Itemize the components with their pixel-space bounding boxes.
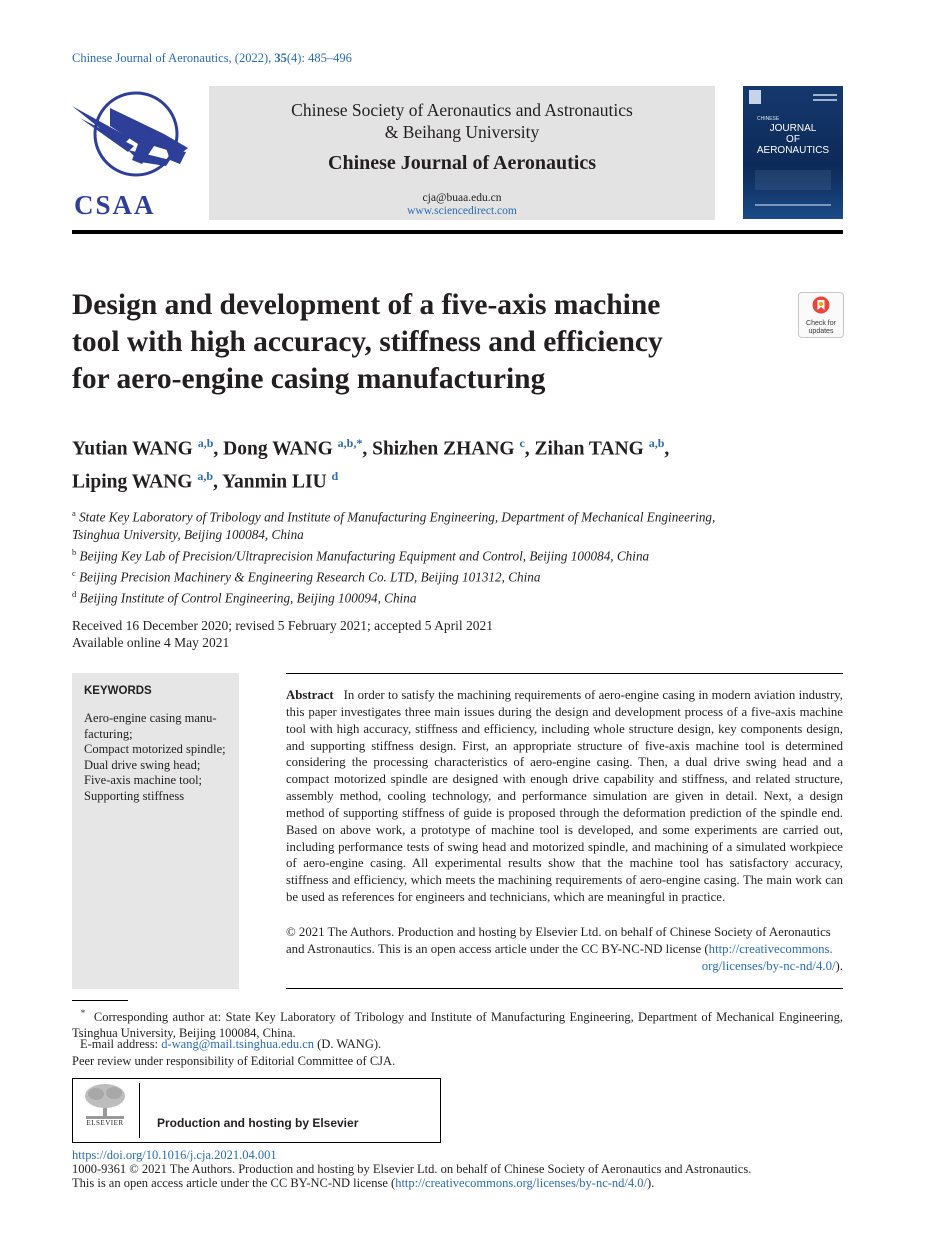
email-label: E-mail address:	[80, 1037, 162, 1051]
affiliation-text: State Key Laboratory of Tribology and Institute of Manufacturing Engineering, Department of Mechanical Engineering,	[79, 509, 716, 525]
abstract-text: In order to satisfy the machining requirements of aero-engine casing in modern aviation industry, this paper investigates three main issues during the design and development process of a five-axis machine tool with high accuracy, stiffness and efficiency, including whole structure design, key components design, and supporting stiffness design. First, an appropriate structure of five-axis machine tool is determined considering the processing characteristics of aero-engine casing. Then, a dual drive swing head and a compact motorized spindle are designed with enough drive capability and stiffness, and related structure, assembly method, cooling technology, and performance simulation are given in detail. Next, a design method of supporting stiffness of guide is proposed through the deformation prediction of the spindle end. Based on above work, a prototype of machine tool is developed, and some experiments are carried out, including performance tests of swing head and motorized spindle, and machining of a simulated workpiece of aero-engine casing. All experimental results show that the machine tool has satisfactory accuracy, stiffness and efficiency, which meets the machining requirements of aero-engine casing. The main work can be used as references for engineers and technicians, which are meaningful in practice.	[286, 688, 843, 905]
check-for-updates-label	[798, 320, 844, 336]
author-name: Yanmin LIU	[222, 471, 327, 492]
journal-name: Chinese Journal of Aeronautics	[328, 152, 596, 174]
keyword-item: Compact motorized spindle;	[84, 742, 226, 756]
author-sep: ,	[524, 438, 535, 460]
keyword-item: Supporting stiffness	[84, 788, 185, 803]
affiliation-mark: b	[72, 546, 77, 557]
banner-email: cja@buaa.edu.cn	[422, 192, 502, 204]
cover-rule	[813, 94, 837, 96]
affiliation	[72, 586, 852, 607]
article-title-line: Design and development of a five-axis machine	[72, 289, 661, 321]
cover-emblem-icon	[749, 90, 761, 104]
society-name	[209, 99, 715, 143]
keywords-list	[84, 711, 236, 804]
banner-url-link[interactable]: www.sciencedirect.com	[407, 205, 517, 217]
cover-rule	[813, 99, 837, 101]
email-note	[80, 1037, 381, 1052]
open-access-text: ).	[646, 1176, 655, 1190]
copyright-text: ).	[835, 958, 843, 973]
article-title-line: tool with high accuracy, stiffness and efficiency	[72, 326, 663, 358]
author-affil-link[interactable]: d	[331, 468, 339, 483]
society-line-2: & Beihang University	[384, 122, 540, 142]
society-line-1: Chinese Society of Aeronautics and Astronautics	[291, 100, 633, 120]
abstract-rule-bottom	[286, 988, 843, 989]
peer-review-note: Peer review under responsibility of Editorial Committee of CJA.	[72, 1054, 396, 1068]
abstract-copyright	[286, 924, 843, 975]
csaa-logo-text: CSAA	[74, 190, 156, 220]
elsevier-divider	[139, 1083, 140, 1138]
author-affil-link[interactable]: c	[519, 436, 525, 450]
author-affil-link[interactable]: a,b	[648, 436, 665, 450]
running-head-volume: 35	[274, 51, 287, 65]
affiliation-text: Beijing Institute of Control Engineering, Beijing 100094, China	[79, 590, 417, 606]
license-link[interactable]: http://creativecommons.org/licenses/by-nc-nd/4.0/	[395, 1176, 647, 1190]
author-sep: ,	[664, 438, 670, 460]
author-name: Yutian WANG	[72, 438, 193, 460]
open-access-text: This is an open access article under the CC BY-NC-ND license (	[72, 1176, 396, 1190]
affiliation	[72, 544, 852, 565]
article-title-line: for aero-engine casing manufacturing	[72, 363, 546, 395]
bookmark-icon	[812, 296, 830, 314]
open-access-line	[72, 1176, 654, 1191]
email-owner: (D. WANG).	[314, 1037, 382, 1051]
abstract	[286, 687, 843, 906]
abstract-label: Abstract	[286, 688, 334, 702]
affiliation	[72, 505, 852, 526]
author-name: Zihan TANG	[534, 438, 644, 460]
available-online-date: Available online 4 May 2021	[72, 635, 230, 650]
elsevier-hosting-text: Production and hosting by Elsevier	[157, 1116, 359, 1130]
header-rule	[72, 230, 843, 234]
affiliation-text: Beijing Precision Machinery & Engineering Research Co. LTD, Beijing 101312, China	[79, 569, 541, 585]
check-label-line: updates	[808, 328, 834, 335]
affiliation-mark: a	[72, 508, 76, 518]
author-sep: ,	[213, 438, 224, 460]
article-title	[72, 287, 762, 398]
cover-small-label: CHINESE	[757, 116, 780, 122]
footnote-text: Corresponding author at: State Key Laboratory of Tribology and Institute of Manufacturing Engineering, Department of Mechanical Engineering, Tsinghua University, Beijing 100084, China.	[72, 1010, 844, 1041]
received-dates: Received 16 December 2020; revised 5 February 2021; accepted 5 April 2021	[72, 618, 493, 633]
keyword-item: Five-axis machine tool;	[84, 773, 203, 787]
keywords-heading: KEYWORDS	[84, 685, 152, 697]
cover-title-line: AERONAUTICS	[756, 145, 830, 156]
cover-title	[743, 123, 843, 156]
keyword-item: Dual drive swing head;	[84, 757, 201, 772]
affiliation-list	[72, 505, 852, 608]
author-name: Liping WANG	[72, 471, 193, 492]
author-affil-link[interactable]: a,b	[197, 436, 214, 450]
cover-title-line: OF	[786, 134, 800, 145]
author-list	[72, 430, 842, 495]
affiliation-continued: Tsinghua University, Beijing 100084, China	[72, 527, 304, 543]
author-sep: ,	[362, 438, 373, 460]
author-name: Shizhen ZHANG	[372, 438, 515, 460]
affiliation	[72, 565, 852, 586]
cover-title-line: JOURNAL	[769, 123, 817, 134]
license-link[interactable]: http://creativecommons.	[708, 941, 833, 956]
elsevier-tree-icon	[80, 1082, 130, 1122]
doi-link[interactable]: https://doi.org/10.1016/j.cja.2021.04.001	[72, 1148, 277, 1162]
keyword-item: facturing;	[84, 726, 133, 741]
copyright-line	[286, 941, 843, 958]
running-head-pages: (4): 485–496	[286, 51, 352, 65]
footnote-rule	[72, 1000, 128, 1001]
cover-rule	[755, 204, 831, 206]
author-name: Dong WANG	[223, 438, 333, 460]
check-label-line: Check for	[806, 320, 836, 327]
copyright-line: © 2021 The Authors. Production and hosting by Elsevier Ltd. on behalf of Chinese Society of Aeronautics	[286, 925, 831, 939]
footnote-mark: *	[80, 1008, 86, 1018]
affiliation-mark: c	[72, 568, 76, 579]
issn-line: 1000-9361 © 2021 The Authors. Production and hosting by Elsevier Ltd. on behalf of Chinese Society of Aeronautics and Astronautics.	[72, 1162, 752, 1176]
keyword-item: Aero-engine casing manu-	[84, 711, 217, 725]
license-link[interactable]: org/licenses/by-nc-nd/4.0/	[701, 958, 836, 973]
article-history	[72, 617, 772, 651]
copyright-text: and Astronautics. This is an open access article under the CC BY-NC-ND license (	[286, 941, 709, 956]
running-head[interactable]	[72, 51, 352, 66]
affiliation-text: Beijing Key Lab of Precision/Ultraprecision Manufacturing Equipment and Control, Beijing 100084, China	[79, 548, 650, 564]
author-affil-link[interactable]: a,b	[197, 468, 214, 483]
affiliation-mark: d	[72, 589, 77, 600]
email-link[interactable]: d-wang@mail.tsinghua.edu.cn	[161, 1037, 315, 1051]
journal-cover[interactable]	[743, 86, 843, 219]
abstract-rule-top	[286, 673, 843, 674]
cover-band	[755, 170, 831, 190]
author-sep: ,	[213, 471, 223, 492]
running-head-journal: Chinese Journal of Aeronautics, (2022),	[72, 51, 275, 65]
copyright-line	[286, 958, 843, 975]
elsevier-logo-text: ELSEVIER	[86, 1119, 124, 1127]
author-affil-link[interactable]: a,b,*	[337, 436, 363, 450]
